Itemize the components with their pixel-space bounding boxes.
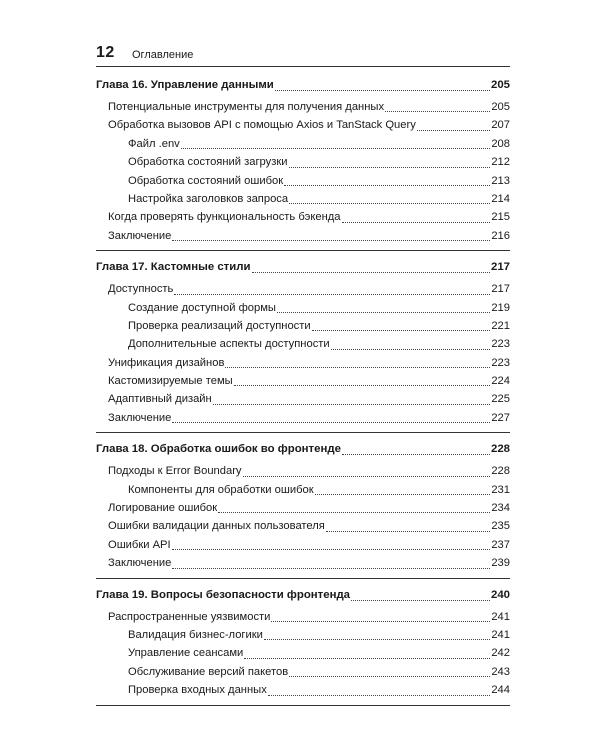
toc-entry-title: Валидация бизнес-логики xyxy=(128,628,263,641)
dot-leader xyxy=(289,675,490,677)
toc-entry-title: Файл .env xyxy=(128,137,180,150)
toc-entry-page: 228 xyxy=(491,465,510,478)
toc-entry-title: Создание доступной формы xyxy=(128,301,276,314)
toc-section-entry[interactable] xyxy=(96,536,510,554)
toc-entry-page: 240 xyxy=(490,588,510,601)
toc-entry-title: Обработка состояний ошибок xyxy=(128,174,284,187)
toc-entry-title: Управление сеансами xyxy=(128,647,244,660)
toc-entry-page: 241 xyxy=(491,610,510,623)
toc-chapter-heading[interactable] xyxy=(96,258,510,277)
toc-entry-title: Когда проверять функциональность бэкенда xyxy=(108,211,341,224)
toc-section-entry[interactable] xyxy=(96,608,510,626)
dot-leader xyxy=(243,475,491,477)
toc-section-entry[interactable] xyxy=(96,317,510,335)
toc-entry-page: 207 xyxy=(491,119,510,132)
toc-entry-page: 215 xyxy=(491,211,510,224)
dot-leader xyxy=(225,366,490,368)
dot-leader xyxy=(213,403,491,405)
toc-section-entry[interactable] xyxy=(96,681,510,699)
toc-entry-page: 208 xyxy=(491,137,510,150)
toc-entry-page: 231 xyxy=(491,483,510,496)
running-header xyxy=(96,44,510,67)
toc-entry-title: Распространенные уязвимости xyxy=(108,610,271,623)
dot-leader xyxy=(172,567,490,569)
toc-chapter xyxy=(96,586,510,706)
toc-chapter-heading[interactable] xyxy=(96,586,510,605)
toc-section-entry[interactable] xyxy=(96,354,510,372)
toc-entry-page: 235 xyxy=(491,520,510,533)
toc-chapter xyxy=(96,76,510,251)
toc-section-entry[interactable] xyxy=(96,98,510,116)
toc-entry-title: Обработка состояний загрузки xyxy=(128,156,288,169)
toc-section-entry[interactable] xyxy=(96,481,510,499)
toc-entry-title: Заключение xyxy=(108,229,172,242)
dot-leader xyxy=(264,638,490,640)
toc-entry-page: 223 xyxy=(491,338,510,351)
toc-entry-title: Глава 18. Обработка ошибок во фронтенде xyxy=(96,443,341,456)
dot-leader xyxy=(172,239,490,241)
toc-entry-title: Глава 19. Вопросы безопасности фронтенда xyxy=(96,588,351,601)
toc-section-entry[interactable] xyxy=(96,626,510,644)
toc-entry-title: Заключение xyxy=(108,557,172,570)
toc-entry-page: 224 xyxy=(491,375,510,388)
toc-section-entry[interactable] xyxy=(96,280,510,298)
dot-leader xyxy=(342,453,490,455)
toc-entry-page: 216 xyxy=(491,229,510,242)
toc-section-entry[interactable] xyxy=(96,116,510,134)
toc-section-entry[interactable] xyxy=(96,372,510,390)
toc-entry-page: 241 xyxy=(491,628,510,641)
toc-entry-title: Глава 16. Управление данными xyxy=(96,79,274,91)
toc-section-entry[interactable] xyxy=(96,190,510,208)
toc-section-entry[interactable] xyxy=(96,172,510,190)
toc-section-entry[interactable] xyxy=(96,227,510,245)
toc-section-entry[interactable] xyxy=(96,390,510,408)
running-title: Оглавление xyxy=(132,49,194,61)
dot-leader xyxy=(312,329,491,331)
toc-section-entry[interactable] xyxy=(96,135,510,153)
toc-entry-title: Подходы к Error Boundary xyxy=(108,465,242,478)
dot-leader xyxy=(268,694,491,696)
toc-entry-page: 237 xyxy=(491,538,510,551)
toc-chapter xyxy=(96,258,510,433)
dot-leader xyxy=(351,599,490,601)
toc-chapter-heading[interactable] xyxy=(96,76,510,95)
toc-entry-page: 217 xyxy=(491,283,510,296)
dot-leader xyxy=(271,620,490,622)
toc-entry-title: Кастомизируемые темы xyxy=(108,375,233,388)
toc-entry-title: Унификация дизайнов xyxy=(108,356,225,369)
toc-entry-title: Настройка заголовков запроса xyxy=(128,192,289,205)
dot-leader xyxy=(244,657,490,659)
dot-leader xyxy=(331,348,491,350)
toc-entry-title: Компоненты для обработки ошибок xyxy=(128,483,314,496)
toc-entry-title: Логирование ошибок xyxy=(108,502,218,515)
toc-entry-page: 228 xyxy=(490,443,510,456)
toc-chapter xyxy=(96,440,510,578)
toc-section-entry[interactable] xyxy=(96,409,510,427)
toc-section-entry[interactable] xyxy=(96,299,510,317)
toc-entry-title: Проверка входных данных xyxy=(128,684,267,697)
toc-section-entry[interactable] xyxy=(96,208,510,226)
toc-entry-page: 219 xyxy=(491,301,510,314)
toc-entry-page: 213 xyxy=(491,174,510,187)
toc-entry-page: 244 xyxy=(491,684,510,697)
toc-entry-page: 225 xyxy=(491,393,510,406)
toc-entry-title: Дополнительные аспекты доступности xyxy=(128,338,330,351)
dot-leader xyxy=(315,493,491,495)
dot-leader xyxy=(172,548,491,550)
toc-entry-page: 234 xyxy=(491,502,510,515)
dot-leader xyxy=(342,221,491,223)
toc-entry-title: Ошибки валидации данных пользователя xyxy=(108,520,325,533)
toc-section-entry[interactable] xyxy=(96,554,510,572)
toc-entry-page: 227 xyxy=(491,411,510,424)
toc-entry-page: 221 xyxy=(491,319,510,332)
toc-entry-page: 205 xyxy=(491,101,510,113)
dot-leader xyxy=(289,202,490,204)
toc-entry-title: Ошибки API xyxy=(108,538,171,551)
dot-leader xyxy=(172,421,490,423)
toc-section-entry[interactable] xyxy=(96,663,510,681)
toc-entry-page: 243 xyxy=(491,665,510,678)
dot-leader xyxy=(417,129,491,131)
toc-chapter-heading[interactable] xyxy=(96,440,510,459)
dot-leader xyxy=(218,511,490,513)
dot-leader xyxy=(289,166,491,168)
dot-leader xyxy=(284,184,490,186)
toc-entry-page: 205 xyxy=(490,79,510,91)
toc-entry-page: 217 xyxy=(490,261,510,274)
toc-section-entry[interactable] xyxy=(96,462,510,480)
table-of-contents xyxy=(96,76,510,713)
toc-entry-page: 242 xyxy=(491,647,510,660)
toc-entry-title: Адаптивный дизайн xyxy=(108,393,212,406)
toc-section-entry[interactable] xyxy=(96,153,510,171)
toc-entry-title: Потенциальные инструменты для получения данных xyxy=(108,101,385,113)
toc-entry-title: Обработка вызовов API с помощью Axios и TanStack Query xyxy=(108,119,416,132)
toc-entry-title: Заключение xyxy=(108,411,172,424)
toc-section-entry[interactable] xyxy=(96,644,510,662)
toc-entry-page: 214 xyxy=(491,192,510,205)
toc-entry-title: Обслуживание версий пакетов xyxy=(128,665,289,678)
toc-section-entry[interactable] xyxy=(96,335,510,353)
page-number: 12 xyxy=(96,44,115,61)
dot-leader xyxy=(275,89,490,91)
toc-entry-page: 239 xyxy=(491,557,510,570)
toc-entry-title: Проверка реализаций доступности xyxy=(128,319,311,332)
dot-leader xyxy=(181,147,491,149)
dot-leader xyxy=(326,530,490,532)
toc-section-entry[interactable] xyxy=(96,499,510,517)
toc-entry-page: 223 xyxy=(491,356,510,369)
dot-leader xyxy=(174,293,490,295)
toc-entry-page: 212 xyxy=(491,156,510,169)
dot-leader xyxy=(234,384,491,386)
toc-section-entry[interactable] xyxy=(96,517,510,535)
dot-leader xyxy=(385,110,490,112)
dot-leader xyxy=(277,311,490,313)
dot-leader xyxy=(252,271,490,273)
toc-entry-title: Глава 17. Кастомные стили xyxy=(96,261,251,274)
toc-entry-title: Доступность xyxy=(108,283,174,296)
